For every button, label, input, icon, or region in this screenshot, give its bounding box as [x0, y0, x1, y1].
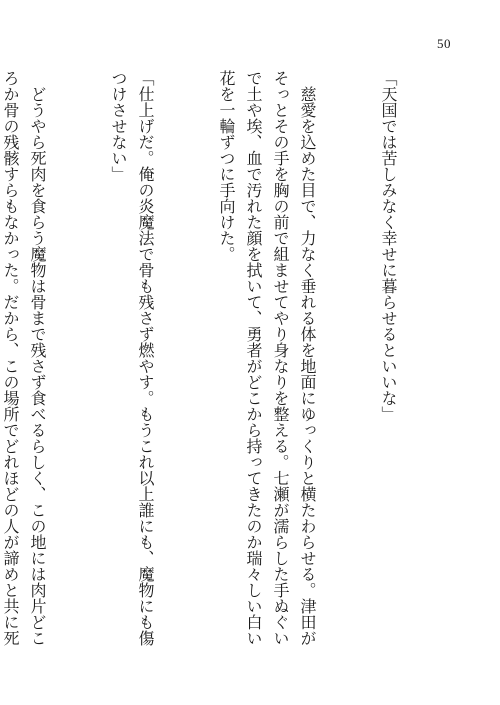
- page-number: 50: [437, 36, 451, 51]
- paragraph: 慈愛を込めた目で、力なく垂れる体を地面にゆっくりと横たわらせる。津田がそっとその手を胸の前で組ませてやり身なりを整える。七瀬が濡らした手ぬぐいで土や埃、血で汚れた顔を拭いて、勇者がどこから持ってきたのか瑞々しい白い花を一輪ずつに手向けた。: [217, 70, 317, 646]
- paragraph: 「天国では苦しみなく幸せに暮らせるといいな」: [379, 70, 398, 422]
- paragraph: 「仕上げだ。俺の炎魔法で骨も残さず燃やす。もうこれ以上誰にも、魔物にも傷つけさせない」: [109, 70, 155, 646]
- body-text: [1, 70, 456, 660]
- paragraph: どうやら死肉を食らう魔物は骨まで残さず食べるらしく、この地には肉片どころか骨の残骸すらもなかった。だから、この場所でどれほどの人が諦めと共に死: [1, 70, 47, 646]
